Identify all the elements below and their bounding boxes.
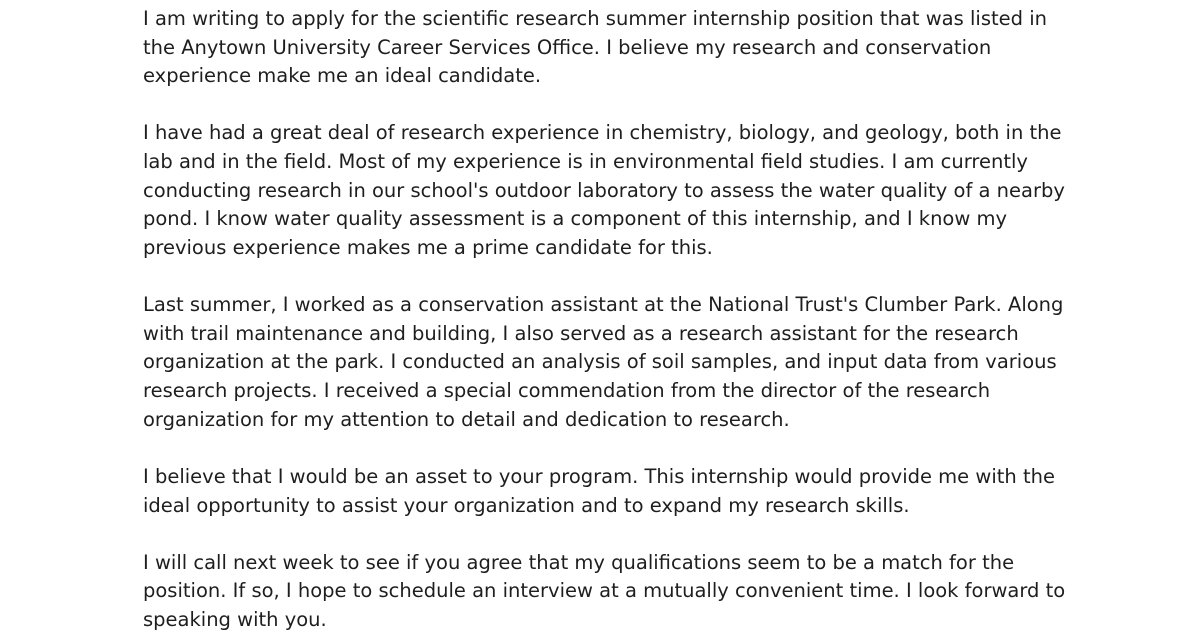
text-line: organization for my attention to detail and dedication to research. <box>143 407 790 431</box>
paragraph-program-asset <box>143 463 1103 520</box>
text-line: previous experience makes me a prime candidate for this. <box>143 236 713 260</box>
text-line: ideal opportunity to assist your organization and to expand my research skills. <box>143 493 910 517</box>
text-line: I am writing to apply for the scientific research summer internship position that was listed in <box>143 7 1047 30</box>
text-line: I have had a great deal of research experience in chemistry, biology, and geology, both in the <box>143 121 1062 145</box>
text-line: with trail maintenance and building, I also served as a research assistant for the research <box>143 321 1019 345</box>
paragraph-spacer <box>143 435 1103 463</box>
letter-body <box>143 5 1103 635</box>
text-line: speaking with you. <box>143 607 327 631</box>
paragraph-application <box>143 5 1103 91</box>
text-line: the Anytown University Career Services Office. I believe my research and conservation <box>143 35 992 59</box>
text-line: research projects. I received a special commendation from the director of the research <box>143 379 991 403</box>
text-line: Last summer, I worked as a conservation assistant at the National Trust's Clumber Park. Along <box>143 293 1064 317</box>
text-line: I believe that I would be an asset to your program. This internship would provide me with the <box>143 464 1055 488</box>
paragraph-spacer <box>143 520 1103 548</box>
text-line: I will call next week to see if you agree that my qualifications seem to be a match for the <box>143 550 1015 574</box>
text-line: conducting research in our school's outdoor laboratory to assess the water quality of a nearby <box>143 178 1065 202</box>
text-line: experience make me an ideal candidate. <box>143 64 542 88</box>
text-line: organization at the park. I conducted an analysis of soil samples, and input data from various <box>143 350 1057 374</box>
paragraph-closing <box>143 549 1103 635</box>
text-line: position. If so, I hope to schedule an interview at a mutually convenient time. I look forward to <box>143 579 1066 603</box>
paragraph-conservation-work <box>143 291 1103 434</box>
paragraph-spacer <box>143 263 1103 291</box>
paragraph-research-experience <box>143 119 1103 262</box>
text-line: pond. I know water quality assessment is a component of this internship, and I know my <box>143 207 1008 231</box>
text-line: lab and in the field. Most of my experience is in environmental field studies. I am currently <box>143 150 1028 174</box>
paragraph-spacer <box>143 91 1103 119</box>
